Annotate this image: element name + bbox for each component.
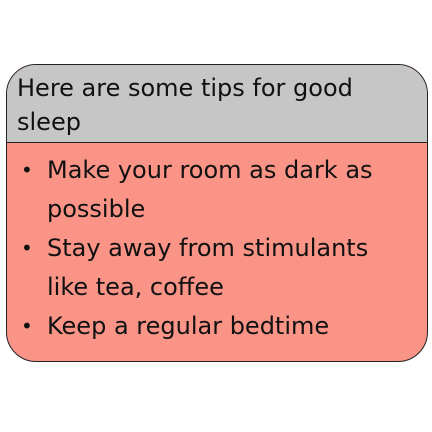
bullet-icon: • xyxy=(21,158,33,182)
tips-list xyxy=(19,151,413,346)
tip-item xyxy=(19,307,413,346)
tips-card xyxy=(6,64,428,362)
bullet-icon: • xyxy=(21,314,33,338)
bullet-icon: • xyxy=(21,236,33,260)
card-title: Here are some tips for good sleep xyxy=(7,65,427,143)
tip-item xyxy=(19,229,413,307)
tip-text: Keep a regular bedtime xyxy=(47,312,330,340)
tip-text: Stay away from stimulants like tea, coffee xyxy=(47,234,369,301)
tip-item xyxy=(19,151,413,229)
tip-text: Make your room as dark as possible xyxy=(47,156,373,223)
card-body xyxy=(7,143,427,346)
